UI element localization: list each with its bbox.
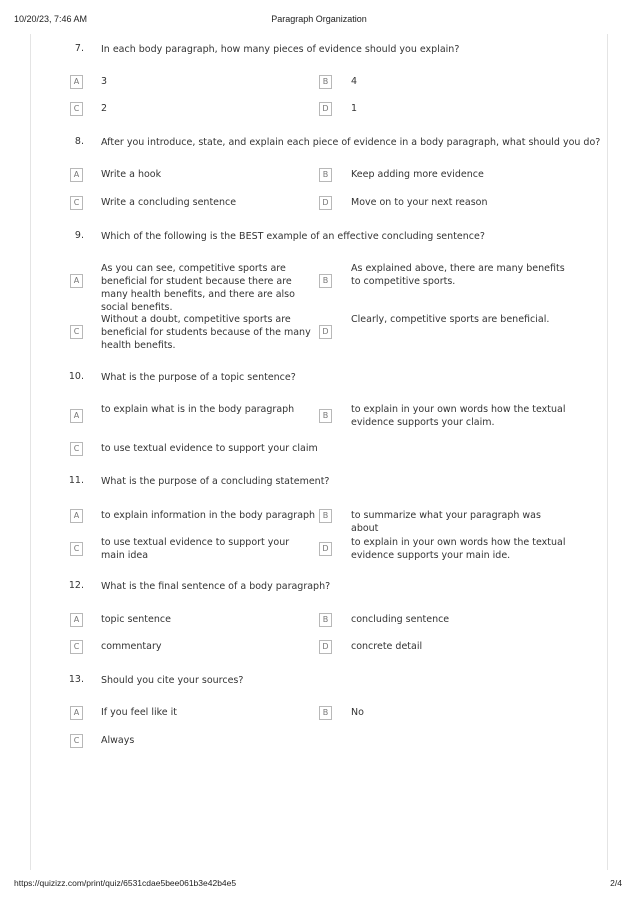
question-9-number: 9.: [74, 230, 84, 241]
question-8-number: 8.: [74, 136, 84, 147]
question-8-option-b-letter: B: [319, 168, 332, 182]
question-7-option-a: 3: [101, 76, 108, 87]
question-13-option-b-letter: B: [319, 706, 332, 720]
question-10-option-b-letter: B: [319, 409, 332, 423]
question-10-option-a-letter: A: [70, 409, 83, 423]
question-12-option-c: commentary: [101, 641, 162, 652]
question-7-option-b: 4: [351, 76, 358, 87]
question-8-text: After you introduce, state, and explain each piece of evidence in a body paragraph, what should you do?: [101, 137, 601, 148]
question-10-option-c-letter: C: [70, 442, 83, 456]
question-7-option-c: 2: [101, 103, 108, 114]
question-13-option-a: If you feel like it: [101, 707, 178, 718]
question-13-option-c-letter: C: [70, 734, 83, 748]
question-12-option-b: concluding sentence: [351, 614, 450, 625]
question-9-option-c: Without a doubt, competitive sports are beneficial for students because of the many health benefits.: [101, 314, 311, 351]
question-13-text: Should you cite your sources?: [101, 675, 244, 686]
question-10-option-c: to use textual evidence to support your claim: [101, 443, 318, 454]
question-7-option-b-letter: B: [319, 75, 332, 89]
question-8-option-a: Write a hook: [101, 169, 162, 180]
question-12-option-d: concrete detail: [351, 641, 423, 652]
question-12-option-d-letter: D: [319, 640, 332, 654]
question-9-option-d: Clearly, competitive sports are beneficial.: [351, 314, 550, 325]
question-12-option-a: topic sentence: [101, 614, 171, 625]
question-11-option-c: to use textual evidence to support your main idea: [101, 537, 290, 561]
question-9-option-c-letter: C: [70, 325, 83, 339]
question-8-option-d: Move on to your next reason: [351, 197, 488, 208]
question-11-option-d-letter: D: [319, 542, 332, 556]
question-11-option-a: to explain information in the body paragraph: [101, 510, 316, 521]
question-8-option-c: Write a concluding sentence: [101, 197, 237, 208]
question-9-option-b: As explained above, there are many benefits to competitive sports.: [351, 263, 565, 287]
question-9-text: Which of the following is the BEST example of an effective concluding sentence?: [101, 231, 485, 242]
question-10-number: 10.: [68, 371, 84, 382]
print-datetime: 10/20/23, 7:46 AM: [14, 14, 88, 24]
question-11-option-a-letter: A: [70, 509, 83, 523]
question-9-option-d-letter: D: [319, 325, 332, 339]
page-title: Paragraph Organization: [271, 14, 367, 24]
page-number: 2/4: [610, 878, 622, 888]
question-13-option-c: Always: [101, 735, 135, 746]
question-12-option-c-letter: C: [70, 640, 83, 654]
question-7-option-c-letter: C: [70, 102, 83, 116]
question-7-option-d: 1: [351, 103, 358, 114]
question-8-option-d-letter: D: [319, 196, 332, 210]
question-13-number: 13.: [68, 674, 84, 685]
question-11-option-c-letter: C: [70, 542, 83, 556]
question-7-text: In each body paragraph, how many pieces of evidence should you explain?: [101, 44, 460, 55]
question-7-number: 7.: [74, 43, 84, 54]
question-10-text: What is the purpose of a topic sentence?: [101, 372, 296, 383]
footer-url[interactable]: https://quizizz.com/print/quiz/6531cdae5bee061b3e42b4e5: [14, 878, 237, 888]
question-11-option-b: to summarize what your paragraph was about: [351, 510, 541, 534]
question-8-option-b: Keep adding more evidence: [351, 169, 484, 180]
question-12-option-a-letter: A: [70, 613, 83, 627]
question-11-number: 11.: [68, 475, 84, 486]
question-12-text: What is the final sentence of a body paragraph?: [101, 581, 331, 592]
question-10-option-b: to explain in your own words how the textual evidence supports your claim.: [351, 404, 566, 428]
question-7-option-a-letter: A: [70, 75, 83, 89]
question-7-option-d-letter: D: [319, 102, 332, 116]
question-13-option-a-letter: A: [70, 706, 83, 720]
question-8-option-a-letter: A: [70, 168, 83, 182]
question-13-option-b: No: [351, 707, 364, 718]
question-10-option-a: to explain what is in the body paragraph: [101, 404, 295, 415]
question-11-option-d: to explain in your own words how the textual evidence supports your main ide.: [351, 537, 566, 561]
question-11-text: What is the purpose of a concluding statement?: [101, 476, 330, 487]
question-8-option-c-letter: C: [70, 196, 83, 210]
question-11-option-b-letter: B: [319, 509, 332, 523]
question-9-option-b-letter: B: [319, 274, 332, 288]
question-9-option-a: As you can see, competitive sports are beneficial for student because there are many health benefits, and there are also social benefits.: [101, 263, 295, 313]
question-12-option-b-letter: B: [319, 613, 332, 627]
question-9-option-a-letter: A: [70, 274, 83, 288]
question-12-number: 12.: [68, 580, 84, 591]
